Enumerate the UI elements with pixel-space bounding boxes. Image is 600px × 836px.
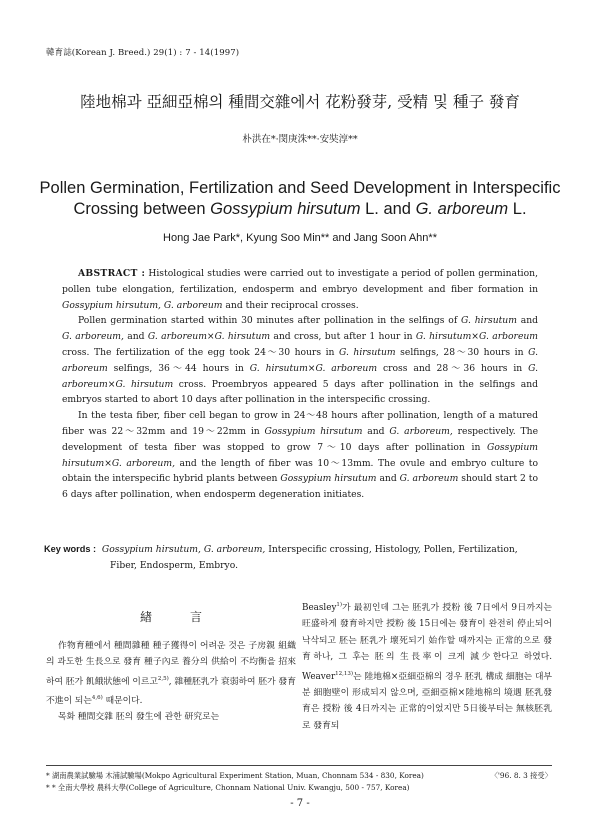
english-authors: Hong Jae Park*, Kyung Soo Min** and Jang Soon Ahn** [163, 232, 437, 244]
keywords-line1: Key words : Gossypium hirsutum, G. arboreum, Interspecific crossing, Histology, Pollen, Fertilization, [44, 544, 518, 555]
intro-right-text: Beasley$^{1)}$가 最初인데 그는 胚乳가 授粉 後 7日에서 9日까지는 旺盛하게 發育하지만 授粉 後 15日에는 發育이 완전히 停止되어 낙삭되고 胚는 胚乳가 壞死되기 始作할 때까지는 正常的으로 發育하나, 그 후는 胚의 生長率이 크게 減少한다고 하였다. Weaver$^{12,13)}$는 陸地棉×亞細亞棉의 경우 胚乳 構成 細胞는 대부분 細胞壁이 形成되지 않으며, 亞細亞棉×陸地棉의 境遇 胚乳發育은 授粉 後 4日까지는 正常的이었지만 5日後부터는 無核胚乳로 發育되 [302, 602, 552, 731]
abstract-paragraph-3: In the testa fiber, fiber cell began to grow in 24～48 hours after pollination, length of a matured fiber was 22～32mm and 19～22mm in Gossypium hirsutum and G. arboreum, respectively. The development of testa fiber was stopped to grow 7～10 days after pollination in Gossypium hirsutum×G. arboreum, and the length of fiber was 10～13mm. The ovule and embryo culture to obtain the interspecific hybrid plants between Gossypium hirsutum and G. arboreum should start 2 to 6 days after pollination, when endosperm degeneration initiates. [62, 410, 539, 501]
intro-right-column [302, 597, 552, 734]
intro-paragraph-1: 作物育種에서 種間雜種 種子獲得이 어려운 것은 子房親 組織의 과도한 生長으로 發育 種子內로 養分의 供給이 不均衡을 招來하여 胚가 飢餓狀態에 이르고$^{2,5)}$, 雜種胚乳가 衰弱하여 胚가 發育不進이 되는$^{4,6)}$ 때문이다. [46, 641, 296, 707]
keywords-label: Key words : [44, 544, 97, 554]
received-date: 〈'96. 8. 3 接受〉 [490, 771, 552, 780]
keywords-line2: Fiber, Endosperm, Embryo. [110, 559, 239, 571]
abstract-label: ABSTRACT : [78, 268, 146, 279]
footnote-1: * 湖南農業試驗場 木浦試驗場(Mokpo Agricultural Experiment Station, Muan, Chonnam 534 - 830, Korea) 〈'96. 8. 3 接受〉 [46, 771, 552, 780]
korean-title: 陸地棉과 亞細亞棉의 種間交雜에서 花粉發芽, 受精 및 種子 發育 [80, 93, 520, 111]
korean-authors: 朴洪在*·閔庚洙**·安奘淳** [242, 134, 358, 145]
journal-citation: 韓育誌(Korean J. Breed.) 29(1) : 7 - 14(1997) [46, 48, 240, 58]
page-number: - 7 - [290, 798, 310, 809]
english-title-line2: Crossing between Gossypium hirsutum L. and G. arboreum L. [73, 200, 527, 218]
abstract [62, 266, 538, 503]
footnote-divider [46, 765, 552, 766]
abstract-paragraph-2: Pollen germination started within 30 minutes after pollination in the selfings of G. hirsutum and G. arboreum, and G. arboreum×G. hirsutum and cross, but after 1 hour in G. hirsutum×G. arboreum cross. The fertilization of the egg took 24～30 hours in G. hirsutum selfings, 28～30 hours in G. arboreum selfings, 36～44 hours in G. hirsutum×G. arboreum cross and 28～36 hours in G. arboreum×G. hirsutum cross. Proembryos appeared 5 days after pollination in the selfings and embryos started to abort 10 days after pollination in the interspecific crossing. [62, 315, 539, 406]
section-heading-introduction: 緖言 [139, 610, 240, 624]
abstract-paragraph-1: ABSTRACT : Histological studies were carried out to investigate a period of pollen germination, pollen tube elongation, fertilization, endosperm and embryo development and fiber formation in Gossypium hirsutum, G. arboreum and their reciprocal crosses. [62, 268, 538, 311]
footnote-2: * * 全南大學校 農科大學(College of Agriculture, Chonnam National Univ. Kwangju, 500 - 757, Korea) [46, 783, 410, 792]
intro-left-column [46, 638, 296, 726]
english-title [0, 178, 600, 220]
english-title-line1: Pollen Germination, Fertilization and Seed Development in Interspecific [39, 179, 561, 197]
intro-paragraph-2: 목화 種間交雜 胚의 發生에 관한 研究로는 [58, 712, 220, 723]
keywords [44, 542, 544, 574]
